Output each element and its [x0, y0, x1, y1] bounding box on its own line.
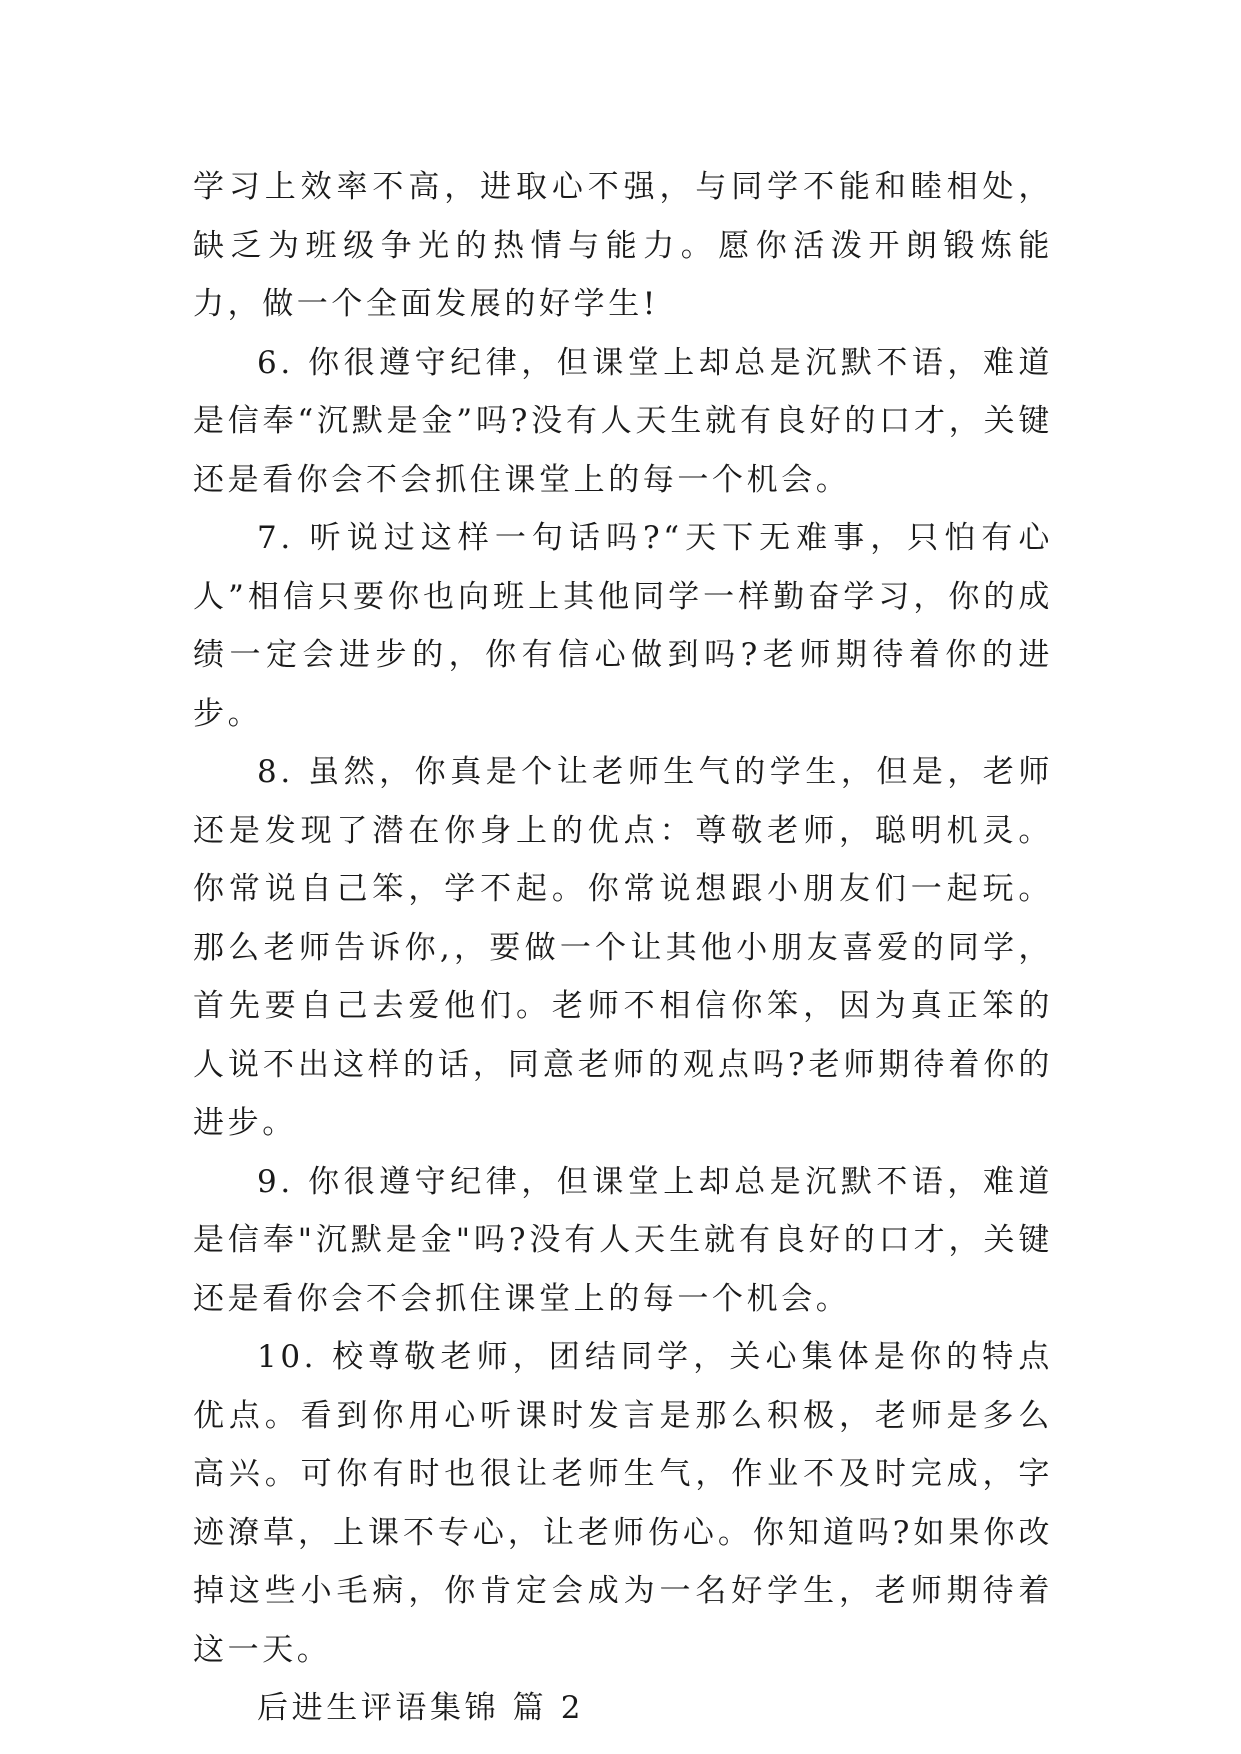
paragraph-continued: 学习上效率不高，进取心不强，与同学不能和睦相处，缺乏为班级争光的热情与能力。愿你活泼开朗锻炼能力，做一个全面发展的好学生! — [193, 169, 1053, 322]
paragraph-item-7: 7. 听说过这样一句话吗?“天下无难事，只怕有心人”相信只要你也向班上其他同学一样勤奋学习，你的成绩一定会进步的，你有信心做到吗?老师期待着你的进步。 — [193, 520, 1053, 732]
section-heading: 后进生评语集锦 篇 2 — [257, 1690, 585, 1726]
document-body — [193, 158, 1053, 1738]
paragraph-item-8: 8. 虽然，你真是个让老师生气的学生，但是，老师还是发现了潜在你身上的优点：尊敬老师，聪明机灵。你常说自己笨，学不起。你常说想跟小朋友们一起玩。那么老师告诉你,，要做一个让其他小朋友喜爱的同学，首先要自己去爱他们。老师不相信你笨，因为真正笨的人说不出这样的话，同意老师的观点吗?老师期待着你的进步。 — [193, 754, 1053, 1141]
paragraph-item-10: 10. 校尊敬老师，团结同学，关心集体是你的特点优点。看到你用心听课时发言是那么积极，老师是多么高兴。可你有时也很让老师生气，作业不及时完成，字迹潦草，上课不专心，让老师伤心。你知道吗?如果你改掉这些小毛病，你肯定会成为一名好学生，老师期待着这一天。 — [193, 1339, 1053, 1668]
paragraph-item-9: 9. 你很遵守纪律，但课堂上却总是沉默不语，难道是信奉"沉默是金"吗?没有人天生就有良好的口才，关键还是看你会不会抓住课堂上的每一个机会。 — [193, 1163, 1053, 1317]
paragraph-item-6: 6. 你很遵守纪律，但课堂上却总是沉默不语，难道是信奉“沉默是金”吗?没有人天生就有良好的口才，关键还是看你会不会抓住课堂上的每一个机会。 — [193, 344, 1053, 498]
